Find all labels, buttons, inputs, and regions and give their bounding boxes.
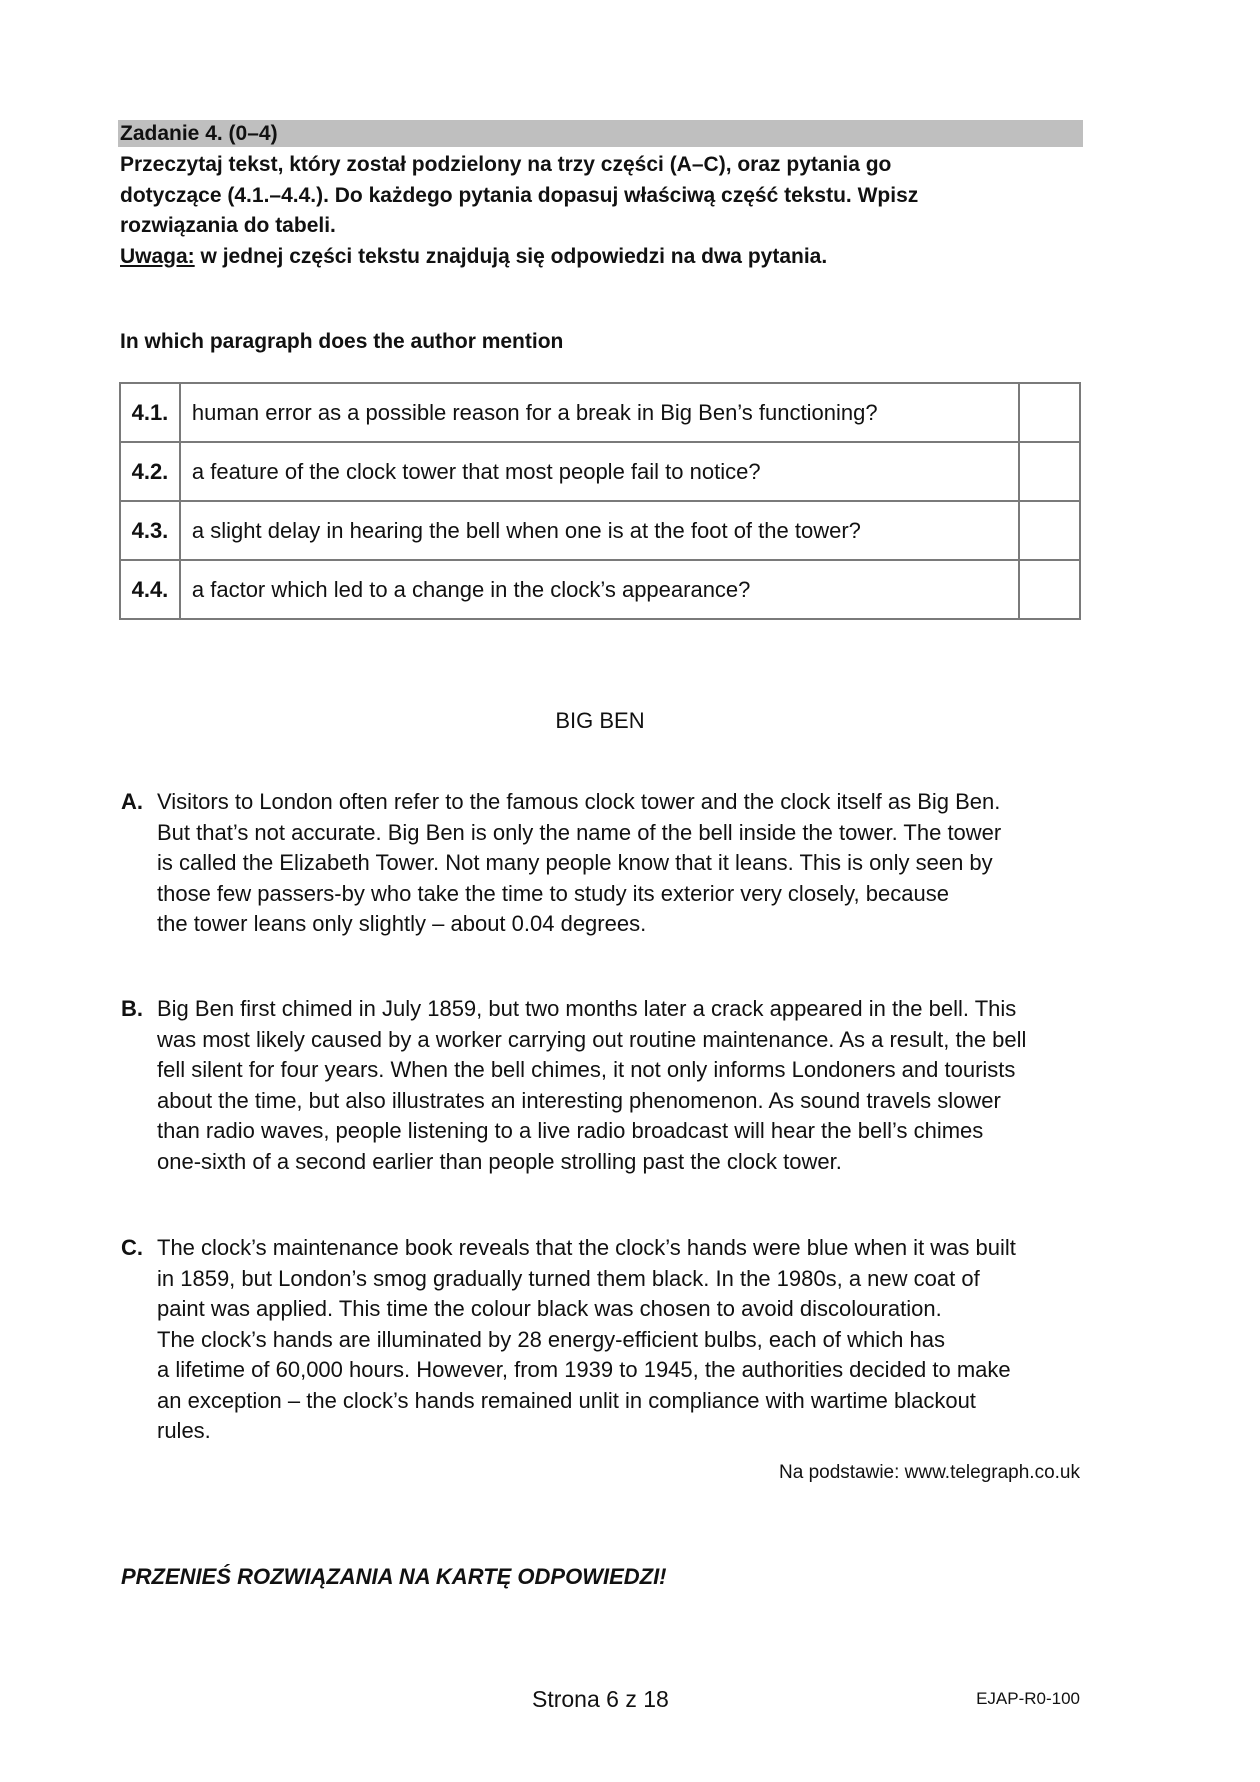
- question-text: a slight delay in hearing the bell when one is at the foot of the tower?: [180, 501, 1019, 560]
- text-line: paint was applied. This time the colour black was chosen to avoid discolouration.: [157, 1296, 942, 1321]
- answer-cell[interactable]: [1019, 383, 1080, 442]
- text-line: an exception – the clock’s hands remained unlit in compliance with wartime blackout: [157, 1387, 976, 1413]
- question-text: a factor which led to a change in the clock’s appearance?: [180, 560, 1019, 619]
- table-row: [120, 442, 1080, 501]
- text-line: rules.: [157, 1418, 211, 1443]
- paragraph-text: [157, 787, 1001, 940]
- page-number: Strona 6 z 18: [532, 1686, 669, 1712]
- text-line: one-sixth of a second earlier than people strolling past the clock tower.: [157, 1148, 842, 1174]
- answer-cell[interactable]: [1019, 501, 1080, 560]
- question-text: a feature of the clock tower that most people fail to notice?: [180, 442, 1019, 501]
- text-line: is called the Elizabeth Tower. Not many people know that it leans. This is only seen by: [157, 850, 993, 875]
- instruction-line: Przeczytaj tekst, który został podzielony na trzy części (A–C), oraz pytania go: [120, 153, 892, 176]
- paragraph-label: A.: [121, 789, 143, 814]
- text-line: about the time, but also illustrates an interesting phenomenon. As sound travels slower: [157, 1087, 1001, 1113]
- questions-table: [119, 382, 1081, 620]
- note-label: Uwaga:: [120, 244, 195, 268]
- text-line: the tower leans only slightly – about 0.04 degrees.: [157, 911, 647, 936]
- paragraph-label: C.: [121, 1235, 143, 1260]
- question-number: 4.4.: [120, 560, 180, 619]
- question-text: human error as a possible reason for a break in Big Ben’s functioning?: [180, 383, 1019, 442]
- answer-cell[interactable]: [1019, 442, 1080, 501]
- instruction-line: rozwiązania do tabeli.: [120, 214, 336, 237]
- paragraph-label: B.: [121, 996, 143, 1021]
- source-citation: Na podstawie: www.telegraph.co.uk: [779, 1462, 1080, 1483]
- note-text: w jednej części tekstu znajdują się odpowiedzi na dwa pytania.: [194, 244, 828, 268]
- question-number: 4.2.: [120, 442, 180, 501]
- paragraph-text: [157, 1233, 1016, 1447]
- task-instructions: [120, 150, 918, 272]
- question-number: 4.3.: [120, 501, 180, 560]
- exam-code: EJAP-R0-100: [976, 1689, 1080, 1708]
- task-title: Zadanie 4. (0–4): [120, 122, 278, 145]
- table-row: [120, 501, 1080, 560]
- text-line: The clock’s hands are illuminated by 28 energy-efficient bulbs, each of which has: [157, 1326, 945, 1352]
- answer-cell[interactable]: [1019, 560, 1080, 619]
- question-intro: In which paragraph does the author mention: [120, 330, 564, 353]
- article-title: BIG BEN: [555, 708, 645, 733]
- text-line: fell silent for four years. When the bell chimes, it not only informs Londoners and tourists: [157, 1057, 1016, 1082]
- text-line: But that’s not accurate. Big Ben is only the name of the bell inside the tower. The tower: [157, 819, 1002, 845]
- text-line: those few passers-by who take the time to study its exterior very closely, because: [157, 880, 949, 906]
- instruction-line: dotyczące (4.1.–4.4.). Do każdego pytania dopasuj właściwą część tekstu. Wpisz: [120, 183, 919, 207]
- text-line: Visitors to London often refer to the famous clock tower and the clock itself as Big Ben.: [157, 789, 1001, 814]
- text-line: The clock’s maintenance book reveals that the clock’s hands were blue when it was built: [157, 1235, 1016, 1260]
- table-row: [120, 383, 1080, 442]
- text-line: a lifetime of 60,000 hours. However, from 1939 to 1945, the authorities decided to make: [157, 1357, 1011, 1382]
- text-line: in 1859, but London’s smog gradually turned them black. In the 1980s, a new coat of: [157, 1265, 980, 1291]
- paragraph-text: [157, 994, 1026, 1177]
- text-line: was most likely caused by a worker carrying out routine maintenance. As a result, the bell: [157, 1026, 1027, 1052]
- instruction-note: [120, 242, 918, 273]
- question-number: 4.1.: [120, 383, 180, 442]
- transfer-notice: PRZENIEŚ ROZWIĄZANIA NA KARTĘ ODPOWIEDZI!: [121, 1564, 667, 1589]
- table-row: [120, 560, 1080, 619]
- text-line: Big Ben first chimed in July 1859, but two months later a crack appeared in the bell. This: [157, 996, 1017, 1021]
- text-line: than radio waves, people listening to a live radio broadcast will hear the bell’s chimes: [157, 1118, 984, 1143]
